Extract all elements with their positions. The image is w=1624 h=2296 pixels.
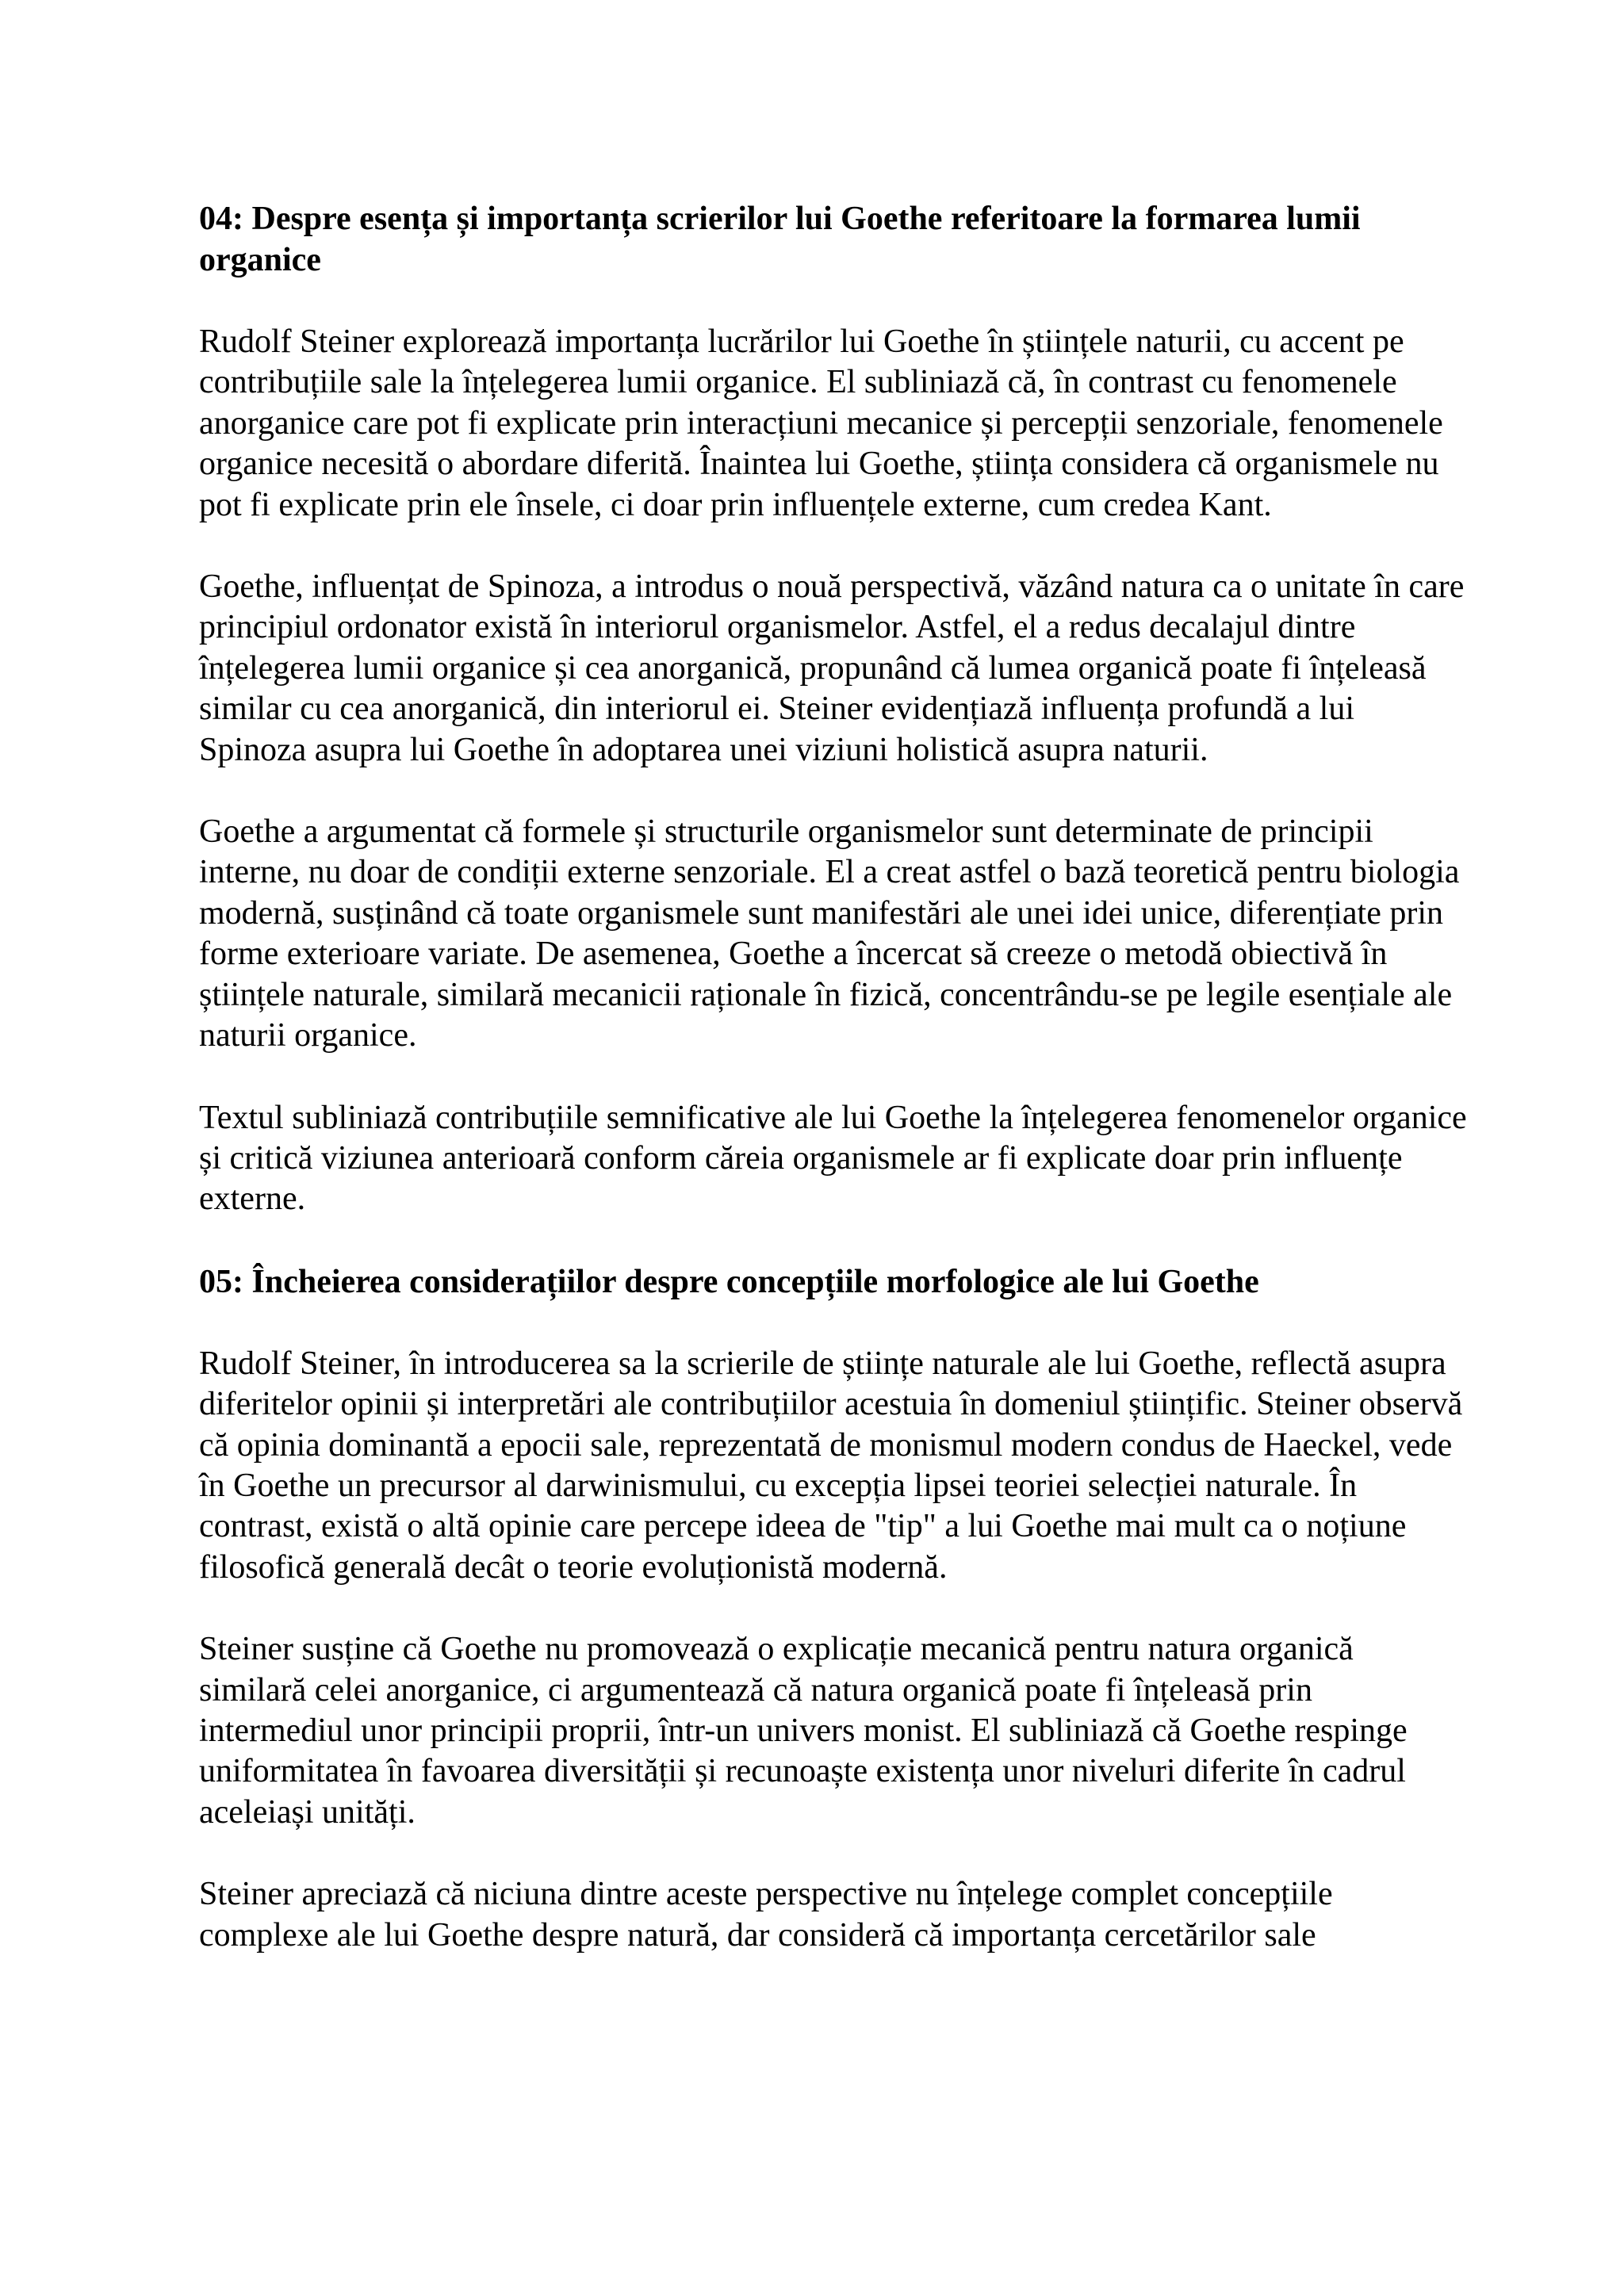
paragraph: Steiner apreciază că niciuna dintre aceste perspective nu înțelege complet concepțiile complexe ale lui Goethe despre natură, dar consideră că importanța cercetărilor sale [199, 1876, 1333, 1954]
paragraph: Goethe a argumentat că formele și structurile organismelor sunt determinate de principii interne, nu doar de condiții externe senzoriale. El a creat astfel o bază teoretică pentru biologia modernă, susținând că toate organismele sunt manifestări ale unei idei unice, diferențiate prin forme exterioare variate. De asemenea, Goethe a încercat să creeze o metodă obiectivă în științele naturale, similară mecanicii raționale în fizică, concentrându-se pe legile esențiale ale naturii organice. [199, 813, 1460, 1054]
section-heading-05: 05: Încheierea considerațiilor despre concepțiile morfologice ale lui Goethe [199, 1263, 1259, 1300]
paragraph: Textul subliniază contribuțiile semnificative ale lui Goethe la înțelegerea fenomenelor organice și critică viziunea anterioară conform căreia organismele ar fi explicate doar prin influențe externe. [199, 1099, 1467, 1218]
section-heading-04: 04: Despre esența și importanța scrierilor lui Goethe referitoare la formarea lumii organice [199, 201, 1361, 278]
document-page [199, 198, 1468, 1956]
paragraph: Rudolf Steiner, în introducerea sa la scrierile de științe naturale ale lui Goethe, reflectă asupra diferitelor opinii și interpretări ale contribuțiilor acestuia în domeniul științific. Steiner observă că opinia dominantă a epocii sale, reprezentată de monismul modern condus de Haeckel, vede în Goethe un precursor al darwinismului, cu excepția lipsei teoriei selecției naturale. În contrast, există o altă opinie care percepe ideea de "tip" a lui Goethe mai mult ca o noțiune filosofică generală decât o teorie evoluționistă modernă. [199, 1345, 1463, 1586]
paragraph: Goethe, influențat de Spinoza, a introdus o nouă perspectivă, văzând natura ca o unitate în care principiul ordonator există în interiorul organismelor. Astfel, el a redus decalajul dintre înțelegerea lumii organice și cea anorganică, propunând că lumea organică poate fi înțeleasă similar cu cea anorganică, din interiorul ei. Steiner evidențiază influența profundă a lui Spinoza asupra lui Goethe în adoptarea unei viziuni holistică asupra naturii. [199, 568, 1465, 768]
paragraph: Rudolf Steiner explorează importanța lucrărilor lui Goethe în științele naturii, cu accent pe contribuțiile sale la înțelegerea lumii organice. El subliniază că, în contrast cu fenomenele anorganice care pot fi explicate prin interacțiuni mecanice și percepții senzoriale, fenomenele organice necesită o abordare diferită. Înaintea lui Goethe, știința considera că organismele nu pot fi explicate prin ele însele, ci doar prin influențele externe, cum credea Kant. [199, 323, 1443, 523]
paragraph: Steiner susține că Goethe nu promovează o explicație mecanică pentru natura organică similară celei anorganice, ci argumentează că natura organică poate fi înțeleasă prin intermediul unor principii proprii, într-un univers monist. El subliniază că Goethe respinge uniformitatea în favoarea diversității și recunoaște existența unor niveluri diferite în cadrul aceleiași unități. [199, 1631, 1408, 1831]
